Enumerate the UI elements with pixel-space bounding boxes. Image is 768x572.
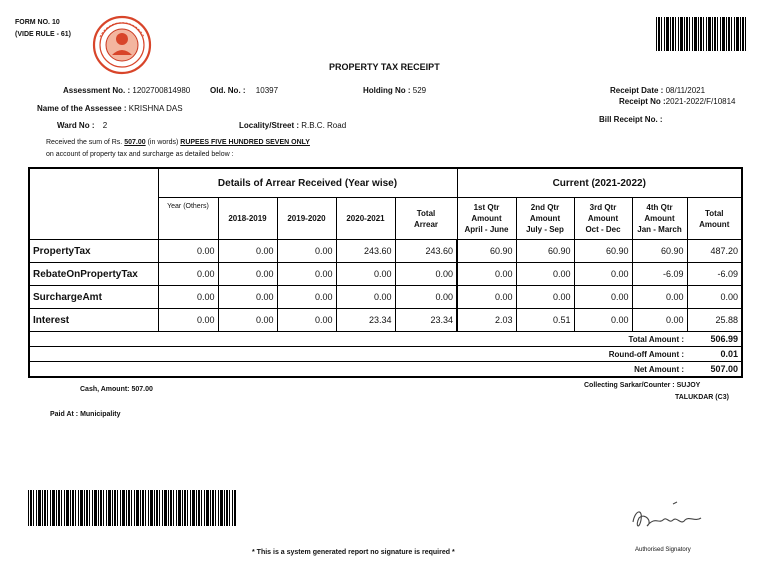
table-cell: 0.00	[395, 286, 457, 309]
collecting-name-2: TALUKDAR (C3)	[675, 394, 729, 401]
table-cell: 0.00	[218, 263, 277, 286]
table-cell: 0.00	[687, 286, 742, 309]
net-amount-value: 507.00	[687, 362, 742, 378]
col-q2-line2: Amount	[529, 214, 561, 223]
col-2020-2021: 2020-2021	[336, 198, 395, 240]
amount-in-words: RUPEES FIVE HUNDRED SEVEN ONLY	[180, 139, 310, 146]
assessee-label: Name of the Assessee :	[37, 104, 127, 113]
table-cell: 0.00	[632, 286, 687, 309]
row-label: PropertyTax	[29, 240, 158, 263]
table-cell: 0.00	[218, 240, 277, 263]
locality-value: R.B.C. Road	[301, 121, 347, 130]
receipt-title: PROPERTY TAX RECEIPT	[329, 62, 440, 72]
table-cell: 0.00	[218, 309, 277, 332]
col-total-amount-line2: Amount	[699, 219, 730, 229]
table-cell: 0.51	[516, 309, 574, 332]
collecting-counter	[584, 382, 700, 389]
table-cell: 0.00	[457, 286, 516, 309]
table-cell: 243.60	[395, 240, 457, 263]
authorised-signatory: Authorised Signatory	[635, 547, 691, 553]
paid-at: Paid At : Municipality	[50, 411, 121, 418]
col-q2	[516, 198, 574, 240]
col-q4-line2: Amount	[644, 214, 675, 223]
table-cell: 243.60	[336, 240, 395, 263]
col-2018-2019: 2018-2019	[218, 198, 277, 240]
cash-amount: Cash, Amount: 507.00	[80, 386, 153, 393]
table-cell: 0.00	[218, 286, 277, 309]
col-total-amount	[687, 198, 742, 240]
signature-image	[625, 496, 707, 540]
table-row	[29, 286, 742, 309]
table-cell: 60.90	[574, 240, 632, 263]
form-number: FORM NO. 10	[15, 19, 60, 26]
table-cell: 0.00	[158, 240, 218, 263]
col-q3-line1: 3rd Qtr	[589, 203, 617, 212]
table-cell: 60.90	[632, 240, 687, 263]
receipt-no-label: Receipt No :	[619, 97, 666, 106]
col-q1-line3: April - June	[464, 225, 509, 234]
col-q1-line1: 1st Qtr	[473, 203, 500, 212]
col-q3	[574, 198, 632, 240]
table-cell: 60.90	[516, 240, 574, 263]
collecting-name-1: SUJOY	[676, 382, 701, 389]
table-cell: -6.09	[687, 263, 742, 286]
assessment-no-value: 1202700814980	[132, 86, 191, 95]
table-cell: 0.00	[395, 263, 457, 286]
table-row	[29, 309, 742, 332]
row-label: Interest	[29, 309, 158, 332]
table-cell: 25.88	[687, 309, 742, 332]
table-cell: 0.00	[277, 309, 336, 332]
roundoff-value: 0.01	[687, 347, 742, 362]
table-cell: 23.34	[336, 309, 395, 332]
roundoff-label: Round-off Amount :	[29, 347, 687, 362]
receipt-no	[619, 97, 736, 106]
col-total-arrear-line1: Total	[416, 208, 436, 218]
table-cell: 0.00	[574, 286, 632, 309]
row-label-header	[29, 168, 158, 240]
table-row	[29, 240, 742, 263]
table-cell: 0.00	[277, 286, 336, 309]
table-cell: 0.00	[457, 263, 516, 286]
col-q1	[457, 198, 516, 240]
col-q1-line2: Amount	[471, 214, 502, 223]
col-total-arrear	[395, 198, 457, 240]
receipt-no-value: 2021-2022/F/10814	[665, 97, 736, 106]
vide-rule: (VIDE RULE - 61)	[15, 31, 72, 38]
col-q3-line3: Oct - Dec	[585, 225, 621, 234]
receipt-date-label: Receipt Date :	[610, 86, 664, 95]
received-amount: 507.00	[124, 139, 146, 146]
total-amount-label: Total Amount :	[29, 332, 687, 347]
tax-rows	[29, 240, 742, 332]
tax-details-table	[28, 167, 741, 379]
holding-no-value: 529	[412, 86, 427, 95]
table-row	[29, 263, 742, 286]
assessment-no	[63, 86, 190, 95]
ward-no	[57, 121, 107, 130]
table-cell: 487.20	[687, 240, 742, 263]
table-cell: 0.00	[158, 263, 218, 286]
current-group-header: Current (2021-2022)	[457, 168, 742, 198]
assessment-no-label: Assessment No. :	[63, 86, 131, 95]
total-amount-value: 506.99	[687, 332, 742, 347]
ward-label: Ward No :	[57, 121, 95, 130]
col-year-others: Year (Others)	[158, 198, 218, 240]
locality-street	[239, 121, 346, 130]
table-cell: 0.00	[158, 309, 218, 332]
collecting-label: Collecting Sarkar/Counter :	[584, 382, 675, 389]
old-no-value: 10397	[255, 86, 279, 95]
barcode-top	[656, 17, 746, 51]
table-cell: 0.00	[632, 309, 687, 332]
row-label: SurchargeAmt	[29, 286, 158, 309]
old-no	[210, 86, 278, 95]
arrear-group-header: Details of Arrear Received (Year wise)	[158, 168, 457, 198]
received-prefix: Received the sum of Rs.	[46, 139, 123, 146]
col-total-amount-line1: Total	[705, 208, 724, 218]
net-amount-label: Net Amount :	[29, 362, 687, 378]
table-cell: 0.00	[574, 263, 632, 286]
table-cell: 0.00	[516, 263, 574, 286]
table-cell: -6.09	[632, 263, 687, 286]
col-q2-line1: 2nd Qtr	[530, 203, 560, 212]
holding-no-label: Holding No :	[363, 86, 411, 95]
old-no-label: Old. No. :	[210, 86, 246, 95]
assessee-value: KRISHNA DAS	[128, 104, 183, 113]
col-q4-line1: 4th Qtr	[646, 203, 673, 212]
col-2019-2020: 2019-2020	[277, 198, 336, 240]
table-cell: 60.90	[457, 240, 516, 263]
table-cell: 0.00	[158, 286, 218, 309]
assessee-name	[37, 104, 183, 113]
row-label: RebateOnPropertyTax	[29, 263, 158, 286]
col-q3-line2: Amount	[587, 214, 619, 223]
locality-label: Locality/Street :	[239, 121, 300, 130]
table-cell: 0.00	[516, 286, 574, 309]
bill-receipt-no: Bill Receipt No. :	[599, 115, 663, 124]
table-cell: 0.00	[277, 263, 336, 286]
table-cell: 0.00	[277, 240, 336, 263]
ward-value: 2	[102, 121, 108, 130]
table-cell: 2.03	[457, 309, 516, 332]
account-description: on account of property tax and surcharge as detailed below :	[46, 151, 234, 158]
table-cell: 0.00	[336, 286, 395, 309]
system-generated-note: * This is a system generated report no signature is required *	[252, 549, 455, 556]
table-cell: 0.00	[336, 263, 395, 286]
col-q4	[632, 198, 687, 240]
municipality-seal-logo	[86, 15, 158, 75]
table-cell: 23.34	[395, 309, 457, 332]
in-words-label: (in words)	[147, 139, 179, 146]
col-total-arrear-line2: Arrear	[413, 219, 438, 229]
receipt-date-value: 08/11/2021	[665, 86, 706, 95]
table-cell: 0.00	[574, 309, 632, 332]
col-q4-line3: Jan - March	[637, 225, 682, 234]
holding-no	[363, 86, 426, 95]
col-q2-line3: July - Sep	[526, 225, 564, 234]
barcode-bottom	[28, 490, 236, 526]
receipt-date	[610, 86, 705, 95]
received-sum-line	[46, 139, 310, 146]
